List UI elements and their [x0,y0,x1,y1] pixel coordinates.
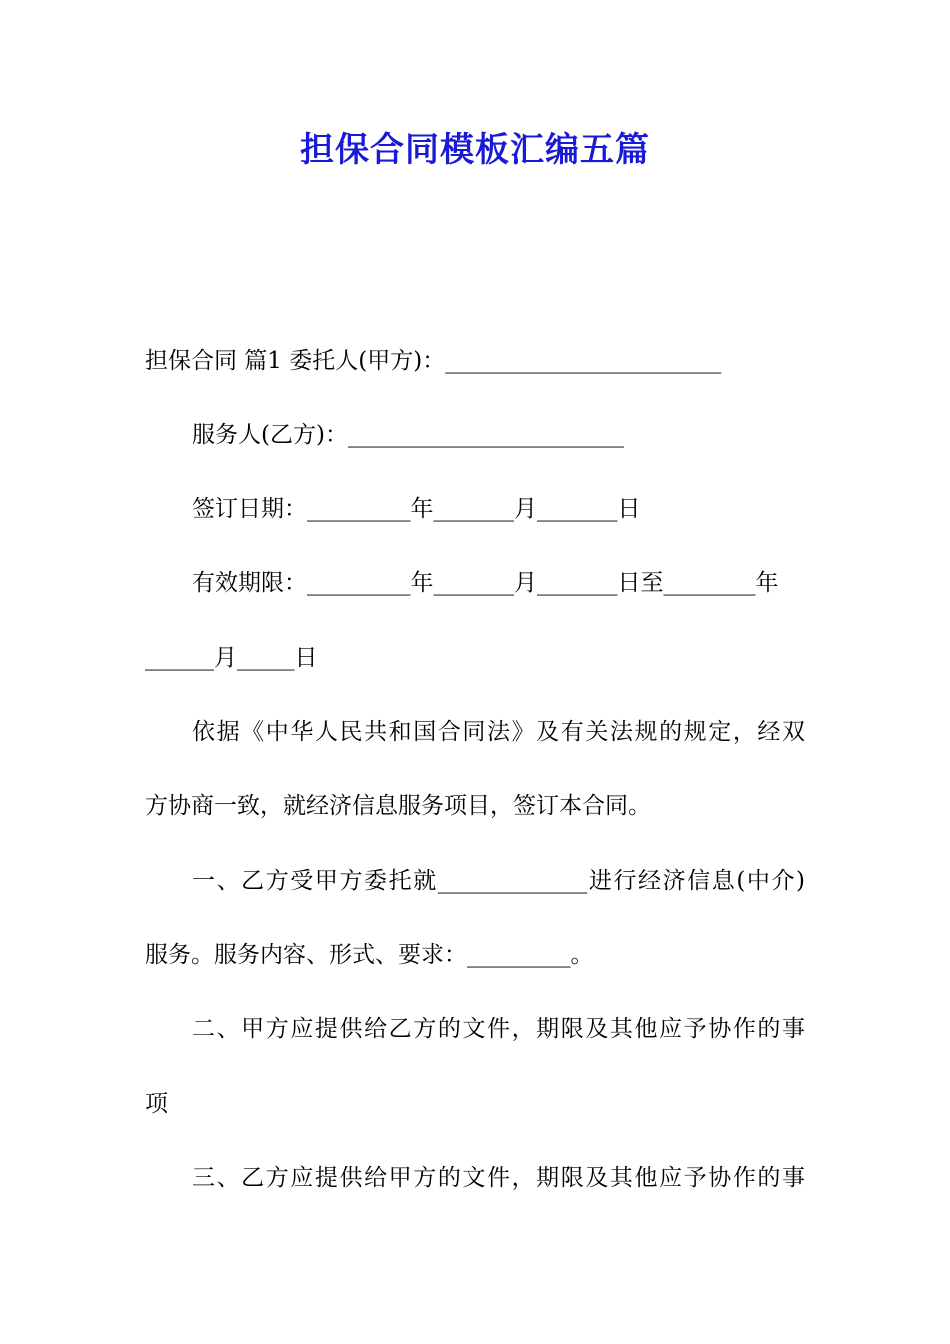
signing-date-line: 签订日期：_________年_______月_______日 [192,496,641,522]
paragraph-basis-continued-line: 方协商一致，就经济信息服务项目，签订本合同。 [145,793,651,819]
validity-period-continued-line: ______月_____日 [145,645,318,671]
validity-period-line: 有效期限：_________年_______月_______日至________年 [192,570,779,596]
clause-two-line: 二、甲方应提供给乙方的文件，期限及其他应予协作的事 [192,1016,805,1042]
clause-one-continued-line: 服务。服务内容、形式、要求：_________。 [145,942,594,968]
paragraph-basis-line: 依据《中华人民共和国合同法》及有关法规的规定，经双 [192,719,805,745]
clause-two-continued-line: 项 [145,1091,168,1117]
clause-one-line: 一、乙方受甲方委托就_____________进行经济信息(中介) [192,868,805,894]
clause-three-line: 三、乙方应提供给甲方的文件，期限及其他应予协作的事 [192,1165,805,1191]
document-title: 担保合同模板汇编五篇 [300,130,650,170]
service-party-line: 服务人(乙方)：________________________ [192,422,624,448]
contract-heading-line: 担保合同 篇1 委托人(甲方)：________________________ [145,348,722,374]
